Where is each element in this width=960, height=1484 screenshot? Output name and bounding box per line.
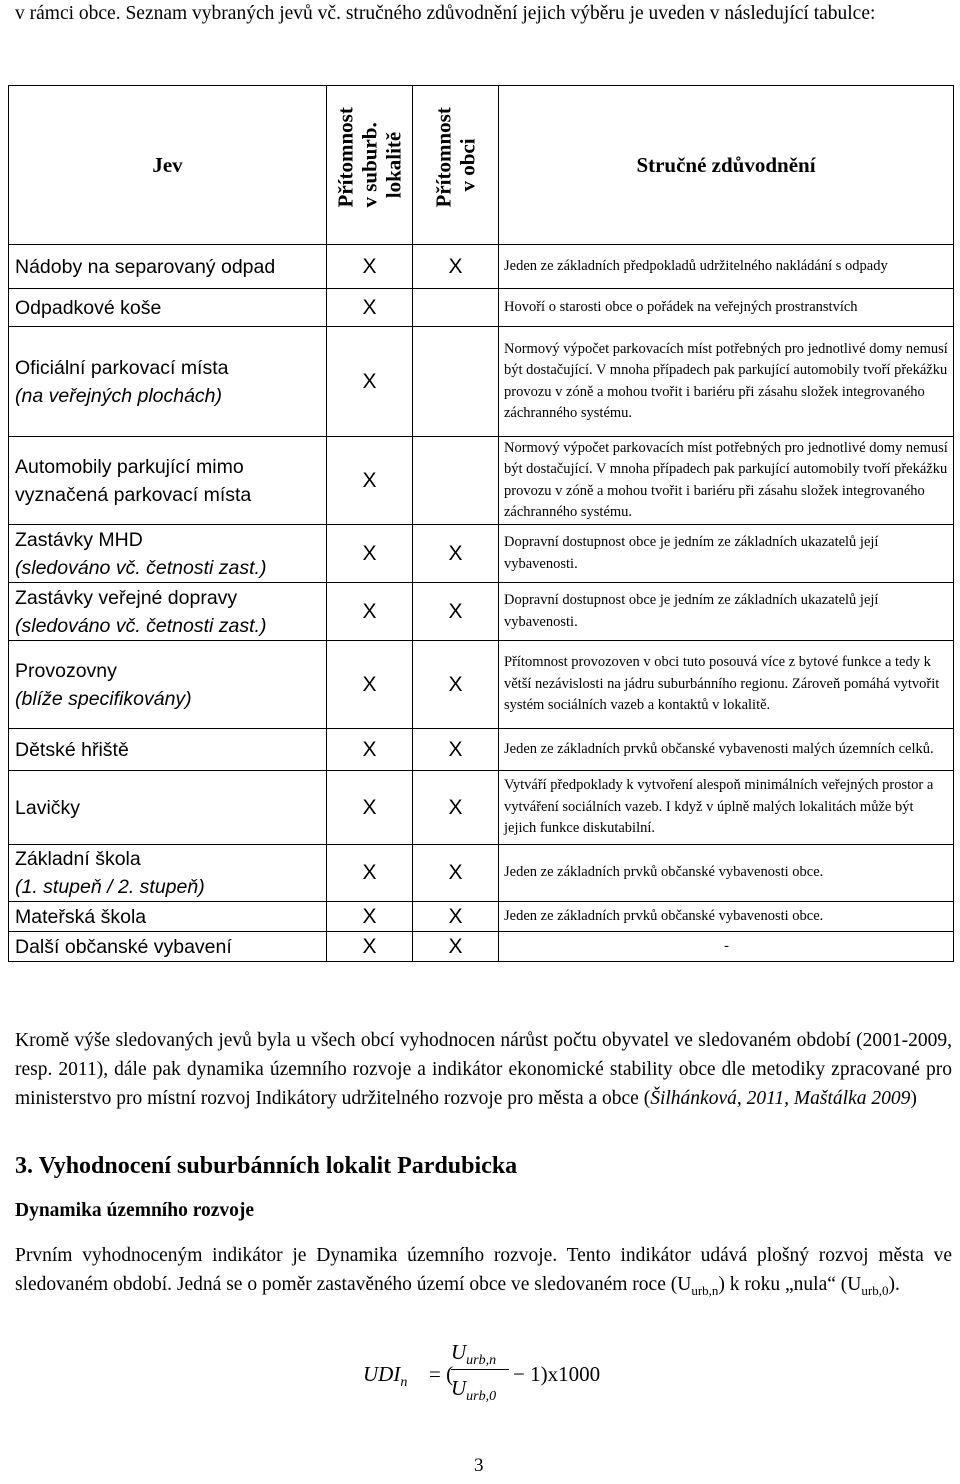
presence-suburb: X bbox=[327, 245, 413, 289]
subscript-urb-n: urb,n bbox=[691, 1282, 719, 1298]
presence-obec bbox=[413, 327, 499, 437]
formula-numerator bbox=[451, 1340, 496, 1369]
header-jev: Jev bbox=[9, 86, 327, 245]
paragraph-indicators bbox=[15, 1026, 952, 1113]
row-justification: Normový výpočet parkovacích míst potřebných pro jednotlivé domy nemusí být dostačující. V mnoha případech pak parkující automobily tvoří překážku provozu v zóně a mohou tvořit i bariéru při zásahu složek integrovaného záchranného systému. bbox=[499, 327, 954, 437]
presence-obec: X bbox=[413, 641, 499, 729]
table-row bbox=[9, 932, 954, 962]
presence-obec bbox=[413, 437, 499, 525]
formula-lhs-sub: n bbox=[400, 1375, 408, 1391]
table-row bbox=[9, 327, 954, 437]
table-row bbox=[9, 583, 954, 641]
table-row bbox=[9, 525, 954, 583]
presence-obec: X bbox=[413, 932, 499, 962]
phenomenon-name: Základní škola bbox=[15, 848, 141, 870]
phenomenon-name: Dětské hřiště bbox=[15, 738, 129, 761]
section-heading: 3. Vyhodnocení suburbánních lokalit Pardubicka bbox=[15, 1153, 518, 1179]
paragraph-dynamics bbox=[15, 1241, 952, 1305]
formula-den-sub: urb,0 bbox=[466, 1389, 497, 1405]
header-presence-suburb bbox=[327, 86, 413, 245]
row-phenomenon bbox=[9, 771, 327, 845]
row-phenomenon bbox=[9, 525, 327, 583]
header-suburb-line2: v suburb. bbox=[357, 122, 382, 208]
row-justification: Hovoří o starosti obce o pořádek na veřejných prostranstvích bbox=[499, 289, 954, 327]
phenomenon-note: (1. stupeň / 2. stupeň) bbox=[15, 876, 205, 898]
phenomenon-name: Provozovny bbox=[15, 659, 117, 682]
presence-suburb: X bbox=[327, 583, 413, 641]
row-justification: Přítomnost provozoven v obci tuto posouvá více z bytové funkce a tedy k větší nezávislosti na jádru suburbánního regionu. Zároveň pomáhá vytvořit systém sociálních vazeb a kontaktů v lokalitě. bbox=[499, 641, 954, 729]
paragraph-indicators-end: ) bbox=[910, 1088, 917, 1109]
presence-suburb: X bbox=[327, 729, 413, 771]
row-justification: Jeden ze základních prvků občanské vybavenosti obce. bbox=[499, 902, 954, 932]
phenomenon-name: Nádoby na separovaný odpad bbox=[15, 255, 276, 278]
phenomenon-name: Oficiální parkovací místa bbox=[15, 356, 229, 379]
formula-lhs bbox=[363, 1362, 407, 1391]
row-phenomenon bbox=[9, 245, 327, 289]
row-phenomenon bbox=[9, 641, 327, 729]
presence-suburb: X bbox=[327, 902, 413, 932]
phenomenon-name: Automobily parkující mimo vyznačená parkovací místa bbox=[15, 455, 252, 506]
table-row bbox=[9, 437, 954, 525]
header-suburb-line3: lokalitě bbox=[381, 131, 406, 199]
table-row bbox=[9, 845, 954, 902]
formula-denominator bbox=[451, 1376, 496, 1405]
row-phenomenon bbox=[9, 845, 327, 902]
header-justification: Stručné zdůvodnění bbox=[499, 86, 954, 245]
presence-suburb: X bbox=[327, 932, 413, 962]
phenomenon-note: (sledováno vč. četnosti zast.) bbox=[15, 556, 267, 579]
presence-obec bbox=[413, 289, 499, 327]
formula-num-sub: urb,n bbox=[466, 1353, 497, 1369]
header-suburb-line1: Přítomnost bbox=[333, 107, 358, 208]
intro-paragraph: v rámci obce. Seznam vybraných jevů vč. stručného zdůvodnění jejich výběru je uveden v následující tabulce: bbox=[15, 3, 876, 24]
presence-obec: X bbox=[413, 583, 499, 641]
table-row bbox=[9, 902, 954, 932]
presence-suburb: X bbox=[327, 641, 413, 729]
phenomenon-note: (sledováno vč. četnosti zast.) bbox=[15, 614, 267, 637]
row-phenomenon bbox=[9, 902, 327, 932]
row-phenomenon bbox=[9, 729, 327, 771]
presence-obec: X bbox=[413, 845, 499, 902]
table-row bbox=[9, 729, 954, 771]
phenomenon-name: Další občanské vybavení bbox=[15, 935, 232, 958]
citation: Šilhánková, 2011, Maštálka 2009 bbox=[650, 1088, 911, 1109]
phenomenon-name: Mateřská škola bbox=[15, 905, 147, 928]
header-obec-line1: Přítomnost bbox=[431, 107, 456, 208]
row-justification: Jeden ze základních prvků občanské vybavenosti obce. bbox=[499, 845, 954, 902]
presence-obec: X bbox=[413, 525, 499, 583]
paragraph-dynamics-text2: ) k roku „nula“ (U bbox=[718, 1274, 862, 1295]
paragraph-indicators-text: Kromě výše sledovaných jevů byla u všech obcí vyhodnocen nárůst počtu obyvatel ve sledovaném období (2001-2009, resp. 2011), dále pak dynamika územního rozvoje a indikátor ekonomické stability obce dle metodiky zpracované pro ministerstvo pro místní rozvoj Indikátory udržitelného rozvoje pro města a obce ( bbox=[15, 1030, 952, 1109]
header-presence-obec bbox=[413, 86, 499, 245]
presence-obec: X bbox=[413, 245, 499, 289]
header-obec-line2: v obci bbox=[455, 138, 480, 192]
row-justification: Jeden ze základních prvků občanské vybavenosti malých územních celků. bbox=[499, 729, 954, 771]
page-number: 3 bbox=[474, 1455, 484, 1476]
table-row bbox=[9, 771, 954, 845]
row-phenomenon bbox=[9, 327, 327, 437]
formula-lhs-symbol: UDI bbox=[363, 1362, 401, 1386]
phenomenon-note: (na veřejných plochách) bbox=[15, 384, 223, 407]
phenomenon-name: Odpadkové koše bbox=[15, 296, 162, 319]
subscript-urb-0: urb,0 bbox=[861, 1282, 889, 1298]
row-justification: Normový výpočet parkovacích míst potřebných pro jednotlivé domy nemusí být dostačující. V mnoha případech pak parkující automobily tvoří překážku provozu v zóně a mohou tvořit i bariéru při zásahu složek integrovaného záchranného systému. bbox=[499, 437, 954, 525]
formula-equals: = ( bbox=[429, 1362, 454, 1386]
presence-suburb: X bbox=[327, 845, 413, 902]
row-phenomenon bbox=[9, 437, 327, 525]
row-justification: Jeden ze základních předpokladů udržitelného nakládání s odpady bbox=[499, 245, 954, 289]
subsection-heading: Dynamika územního rozvoje bbox=[15, 1200, 255, 1221]
table-row bbox=[9, 245, 954, 289]
row-phenomenon bbox=[9, 289, 327, 327]
presence-obec: X bbox=[413, 771, 499, 845]
row-justification: - bbox=[499, 932, 954, 962]
formula-num-symbol: U bbox=[451, 1340, 467, 1364]
phenomenon-note: (blíže specifikovány) bbox=[15, 687, 192, 710]
formula-fraction-bar bbox=[451, 1369, 509, 1370]
presence-suburb: X bbox=[327, 525, 413, 583]
paragraph-dynamics-text3: ). bbox=[888, 1274, 900, 1295]
table-row bbox=[9, 641, 954, 729]
presence-suburb: X bbox=[327, 327, 413, 437]
phenomena-table bbox=[8, 85, 953, 962]
row-phenomenon bbox=[9, 583, 327, 641]
formula-rhs: − 1)x1000 bbox=[513, 1362, 601, 1386]
presence-obec: X bbox=[413, 902, 499, 932]
paragraph-dynamics-text1: Prvním vyhodnoceným indikátor je Dynamika územního rozvoje. Tento indikátor udává plošný rozvoj města ve sledovaném období. Jedná se o poměr zastavěného území obce ve sledovaném roce (U bbox=[15, 1245, 952, 1295]
presence-suburb: X bbox=[327, 289, 413, 327]
table-header-row bbox=[9, 86, 954, 245]
presence-obec: X bbox=[413, 729, 499, 771]
phenomenon-name: Zastávky MHD bbox=[15, 528, 143, 551]
row-justification: Vytváří předpoklady k vytvoření alespoň minimálních veřejných prostor a vytváření sociálních vazeb. I když v úplně malých lokalitách může být jejich funkce diskutabilní. bbox=[499, 771, 954, 845]
row-justification: Dopravní dostupnost obce je jedním ze základních ukazatelů její vybavenosti. bbox=[499, 583, 954, 641]
row-phenomenon bbox=[9, 932, 327, 962]
phenomenon-name: Lavičky bbox=[15, 796, 81, 819]
formula-den-symbol: U bbox=[451, 1376, 467, 1400]
phenomenon-name: Zastávky veřejné dopravy bbox=[15, 586, 238, 609]
row-justification: Dopravní dostupnost obce je jedním ze základních ukazatelů její vybavenosti. bbox=[499, 525, 954, 583]
presence-suburb: X bbox=[327, 437, 413, 525]
presence-suburb: X bbox=[327, 771, 413, 845]
table-row bbox=[9, 289, 954, 327]
